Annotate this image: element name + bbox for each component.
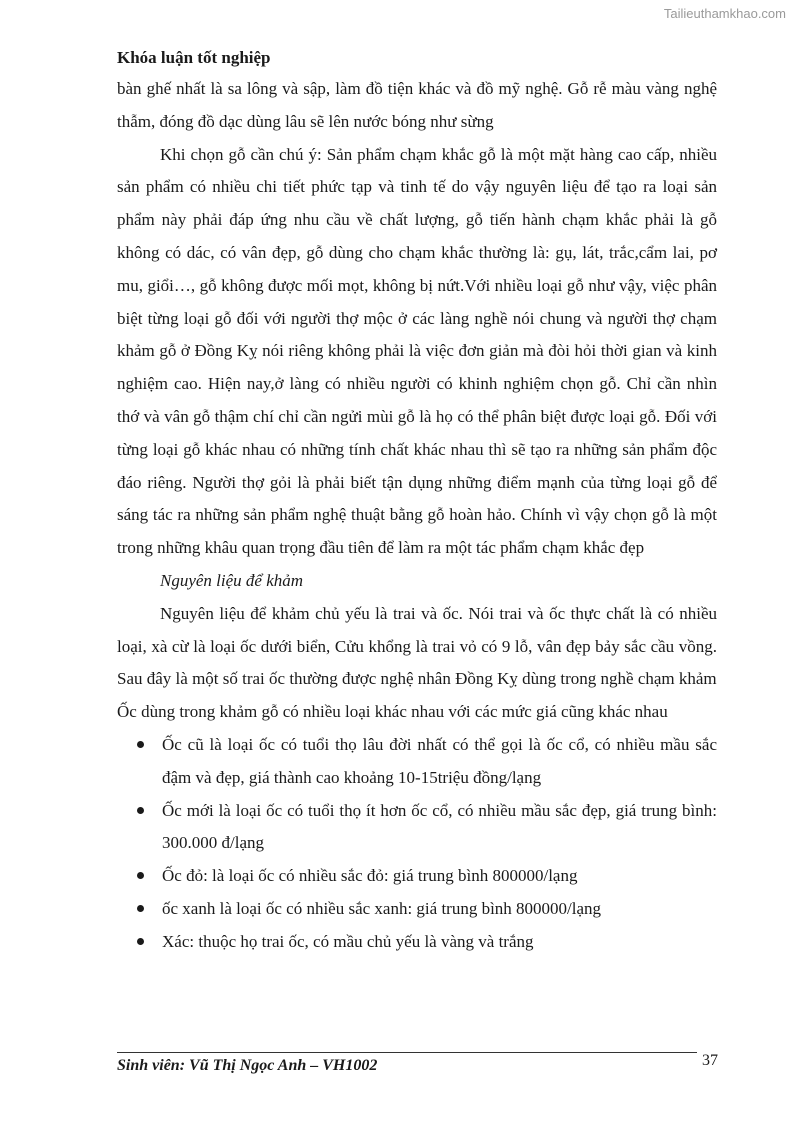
paragraph-choosing-wood: Khi chọn gỗ cần chú ý: Sản phẩm chạm khắc gỗ là một mặt hàng cao cấp, nhiều sản phẩm có nhiều chi tiết phức tạp và tinh tế do vậy nguyên liệu để tạo ra loại sản phẩm này phải đáp ứng nhu cầu về chất lượng, gỗ tiến hành chạm khắc phải là gỗ không có dác, có vân đẹp, gỗ dùng cho chạm khắc thường là: gụ, lát, trắc,cẩm lai, pơ mu, giổi…, gỗ không được mối mọt, không bị nứt.Với nhiều loại gỗ như vậy, việc phân biệt từng loại gỗ đối với người thợ mộc ở các làng nghề nói chung và người thợ chạm khảm gỗ ở Đồng Kỵ nói riêng không phải là việc đơn giản mà đòi hỏi thời gian và kinh nghiệm cao. Hiện nay,ở làng có nhiều người có khinh nghiệm chọn gỗ. Chỉ cần nhìn thớ và vân gỗ thậm chí chỉ cần ngửi mùi gỗ là họ có thể phân biệt được loại gỗ. Đối với từng loại gỗ khác nhau có những tính chất khác nhau thì sẽ tạo ra những sản phẩm độc đáo riêng. Người thợ gỏi là phải biết tận dụng những điểm mạnh của từng loại gỗ để sáng tác ra những sản phẩm nghệ thuật bằng gỗ hoàn hảo. Chính vì vậy chọn gỗ là một trong những khâu quan trọng đầu tiên để làm ra một tác phẩm chạm khắc đẹp [117, 144, 717, 558]
shell-types-list [117, 729, 717, 959]
paragraph-wood-roots: bàn ghế nhất là sa lông và sập, làm đồ tiện khác và đồ mỹ nghệ. Gỗ rễ màu vàng nghệ thẫm, đóng đồ dạc dùng lâu sẽ lên nước bóng như sừng [117, 79, 717, 131]
list-item [162, 860, 717, 893]
bullet-icon [137, 905, 144, 912]
footer-student-name: Sinh viên: Vũ Thị Ngọc Anh – VH1002 [117, 1057, 378, 1074]
bullet-icon [137, 807, 144, 814]
list-item-text: Ốc mới là loại ốc có tuổi thọ ít hơn ốc cổ, có nhiều mầu sắc đẹp, giá trung bình: 300.000 đ/lạng [162, 800, 717, 853]
paragraph-inlay-materials: Nguyên liệu để khảm chủ yếu là trai và ốc. Nói trai và ốc thực chất là có nhiều loại, xà cừ là loại ốc dưới biển, Cửu khổng là trai vỏ có 9 lỗ, vân đẹp bảy sắc cầu vồng. Sau đây là một số trai ốc thường được nghệ nhân Đồng Kỵ dùng trong nghề chạm khảm [117, 603, 717, 689]
list-item-text: Ốc đỏ: là loại ốc có nhiều sắc đỏ: giá trung bình 800000/lạng [162, 866, 578, 886]
bullet-icon [137, 872, 144, 879]
bullet-icon [137, 938, 144, 945]
subheading-inlay-materials: Nguyên liệu để khảm [160, 570, 304, 590]
watermark: Tailieuthamkhao.com [663, 6, 786, 21]
list-item [162, 729, 717, 795]
page-number: 37 [702, 1052, 718, 1069]
list-item-text: ốc xanh là loại ốc có nhiều sắc xanh: giá trung bình 800000/lạng [162, 898, 602, 918]
document-body [117, 73, 717, 959]
paragraph-shell-types-intro: Ốc dùng trong khảm gỗ có nhiều loại khác nhau với các mức giá cũng khác nhau [117, 702, 668, 722]
list-item [162, 926, 717, 959]
list-item [162, 795, 717, 861]
page-header-title: Khóa luận tốt nghiệp [117, 48, 271, 67]
bullet-icon [137, 741, 144, 748]
list-item-text: Xác: thuộc họ trai ốc, có mầu chủ yếu là vàng và trắng [162, 931, 534, 951]
footer-divider [117, 1052, 697, 1053]
list-item-text: Ốc cũ là loại ốc có tuổi thọ lâu đời nhất có thể gọi là ốc cổ, có nhiều mầu sắc đậm và đẹp, giá thành cao khoảng 10-15triệu đồng/lạng [162, 734, 717, 787]
list-item [162, 893, 717, 926]
